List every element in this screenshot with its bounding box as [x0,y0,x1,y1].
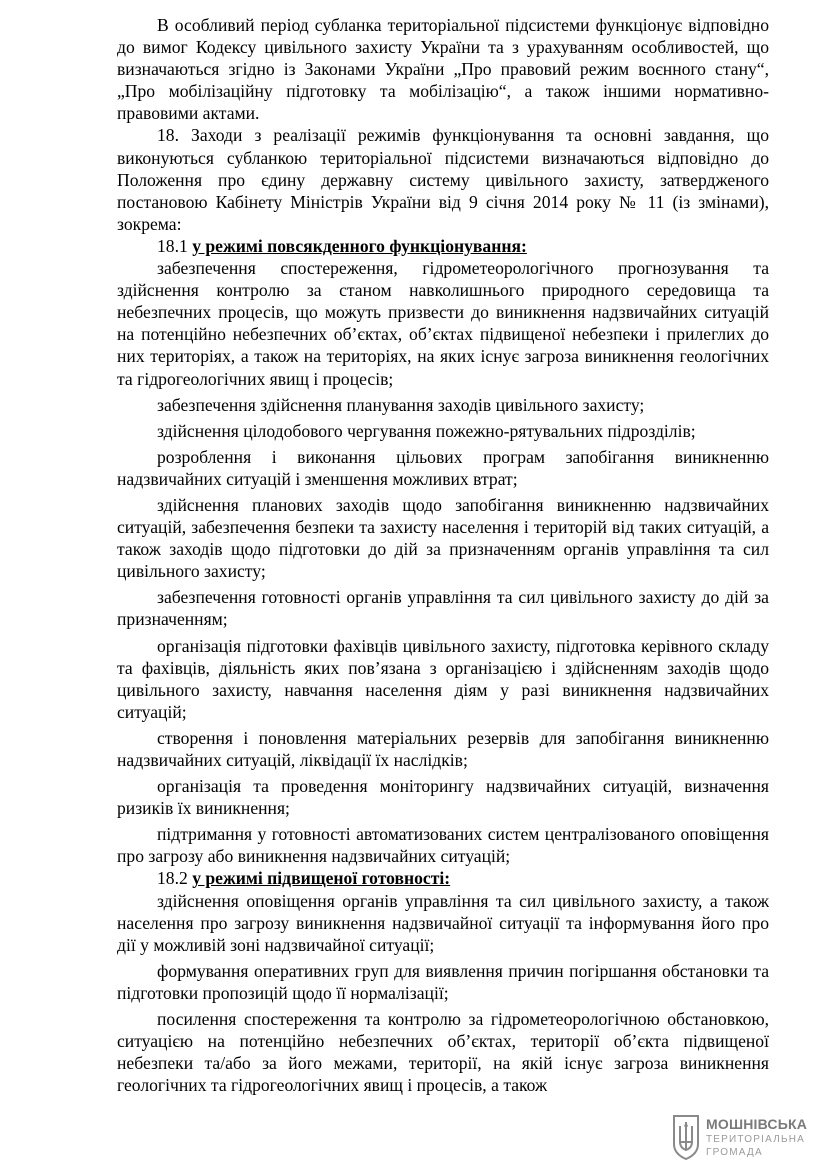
section-18-1-number: 18.1 [157,235,188,256]
list-item: забезпечення готовності органів управління та сил цивільного захисту до дій за призначенням; [117,587,769,630]
list-item: забезпечення здійснення планування заходів цивільного захисту; [157,394,645,415]
list-item: розроблення і виконання цільових програм запобігання виникненню надзвичайних ситуацій і зменшення можливих втрат; [117,446,769,489]
watermark-subtitle-2: ГРОМАДА [706,1147,763,1158]
section-18-1-title: у режимі повсякденного функціонування: [192,235,527,256]
paragraph-special-period: В особливий період субланка територіальної підсистеми функціонує відповідно до вимог Кодексу цивільного захисту України та з урахуванням особливостей, що визначаються згідно із Законами України „Про правовий режим воєнного стану“, „Про мобілізаційну підготовку та мобілізацію“, а також іншими нормативно-правовими актами. [117,15,769,124]
paragraph-18: 18. Заходи з реалізації режимів функціонування та основні завдання, що виконуються субланкою територіальної підсистеми визначаються відповідно до Положення про єдину державну систему цивільного захисту, затвердженого постановою Кабінету Міністрів України від 9 січня 2014 року № 11 (із змінами), зокрема: [117,125,769,234]
section-18-1-heading [117,235,769,257]
section-18-2-number: 18.2 [157,868,188,889]
list-item: забезпечення спостереження, гідрометеорологічного прогнозування та здійснення контролю за станом навколишнього природного середовища та небезпечних процесів, що можуть призвести до виникнення надзвичайних ситуацій на потенційно небезпечних об’єктах, об’єктах підвищеної небезпеки і прилеглих до них територіях, а також на територіях, на яких існує загроза виникнення геологічних та гідрогеологічних явищ і процесів; [117,258,769,389]
community-watermark-logo [672,1114,808,1164]
list-item: підтримання у готовності автоматизованих систем централізованого оповіщення про загрозу або виникнення надзвичайних ситуацій; [117,824,769,867]
list-item: організація та проведення моніторингу надзвичайних ситуацій, визначення ризиків їх виникнення; [117,776,769,819]
list-item: посилення спостереження та контролю за гідрометеорологічною обстановкою, ситуацією на потенційно небезпечних об’єктах, території об’єкта підвищеної небезпеки та/або за його межами, території, на якій існує загроза виникнення геологічних та гідрогеологічних явищ і процесів, а також [117,1009,769,1096]
trident-coat-of-arms-icon [672,1114,700,1160]
list-item: створення і поновлення матеріальних резервів для запобігання виникненню надзвичайних ситуацій, ліквідації їх наслідків; [117,727,769,770]
list-item: організація підготовки фахівців цивільного захисту, підготовка керівного складу та фахівців, діяльність яких пов’язана з організацією і здійсненням заходів щодо цивільного захисту, навчання населення діям у разі виникнення надзвичайних ситуацій; [117,635,769,722]
section-18-2-heading [117,867,769,889]
list-item: здійснення цілодобового чергування пожежно-рятувальних підрозділів; [157,420,696,441]
list-item: здійснення планових заходів щодо запобігання виникненню надзвичайних ситуацій, забезпечення безпеки та захисту населення і територій від таких ситуацій, а також заходів щодо підготовки до дій за призначенням органів управління та сил цивільного захисту; [117,494,769,582]
watermark-subtitle-1: ТЕРИТОРІАЛЬНА [706,1134,806,1145]
document-page [117,14,769,1096]
list-item: формування оперативних груп для виявлення причин погіршання обстановки та підготовки пропозицій щодо її нормалізації; [117,960,769,1003]
list-item: здійснення оповіщення органів управління та сил цивільного захисту, а також населення про загрозу виникнення надзвичайної ситуації та інформування його про дії у можливій зоні надзвичайної ситуації; [117,890,769,955]
section-18-2-title: у режимі підвищеної готовності: [192,868,451,889]
watermark-title: МОШНІВСЬКА [706,1116,808,1132]
